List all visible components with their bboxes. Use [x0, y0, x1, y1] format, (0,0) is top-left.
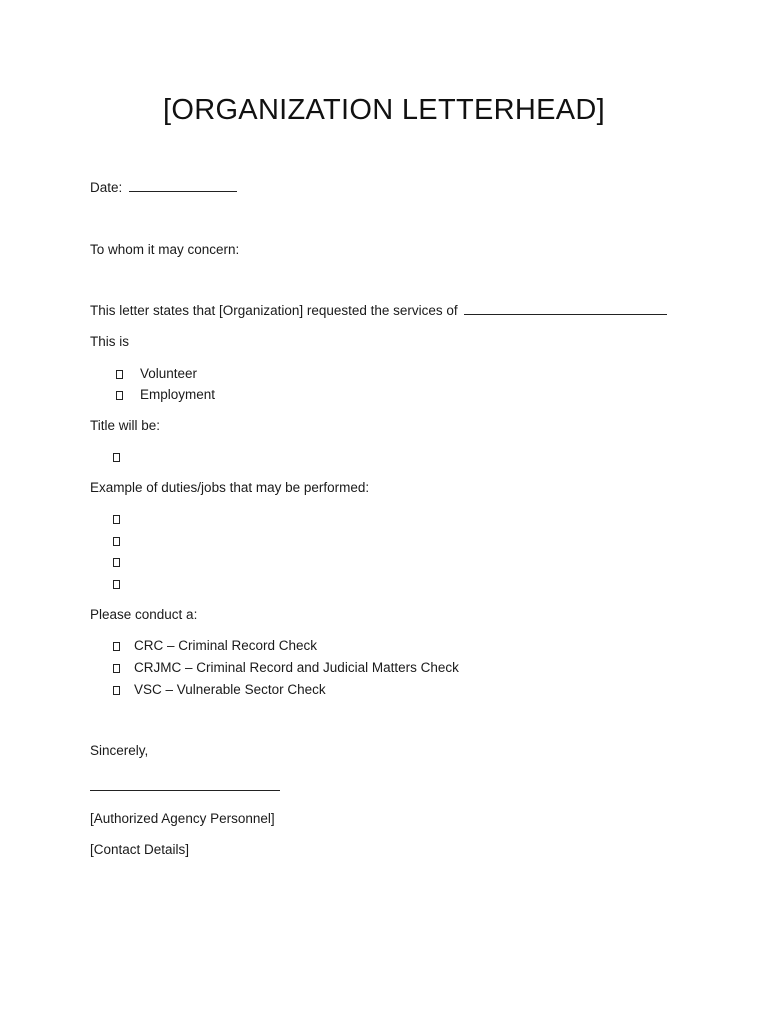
- duty-item[interactable]: [113, 510, 134, 528]
- check-crc[interactable]: [113, 637, 317, 655]
- checkbox-icon[interactable]: [113, 642, 120, 651]
- duties-label: Example of duties/jobs that may be performed:: [90, 480, 370, 495]
- option-employment[interactable]: [116, 386, 215, 404]
- checkbox-icon[interactable]: [113, 558, 120, 567]
- letterhead-title: [ORGANIZATION LETTERHEAD]: [162, 94, 605, 126]
- check-label: VSC – Vulnerable Sector Check: [134, 682, 326, 697]
- checkbox-icon[interactable]: [113, 537, 120, 546]
- check-label: CRC – Criminal Record Check: [134, 638, 318, 653]
- checkbox-icon[interactable]: [113, 686, 120, 695]
- option-label: Employment: [140, 387, 216, 402]
- salutation: To whom it may concern:: [90, 242, 240, 257]
- duty-item[interactable]: [113, 575, 134, 593]
- this-is-label: This is: [90, 334, 130, 349]
- duty-item[interactable]: [113, 553, 134, 571]
- checkbox-icon[interactable]: [113, 453, 120, 462]
- services-blank[interactable]: [464, 302, 667, 315]
- checkbox-icon[interactable]: [113, 580, 120, 589]
- checkbox-icon[interactable]: [113, 664, 120, 673]
- checkbox-icon[interactable]: [116, 370, 123, 379]
- date-blank[interactable]: [129, 179, 237, 192]
- request-line: [90, 302, 667, 320]
- checkbox-icon[interactable]: [116, 391, 123, 400]
- date-line: [90, 179, 237, 197]
- checkbox-icon[interactable]: [113, 515, 120, 524]
- signature-line[interactable]: [90, 790, 280, 791]
- title-item[interactable]: [113, 448, 134, 466]
- option-volunteer[interactable]: [116, 365, 197, 383]
- check-crjmc[interactable]: [113, 659, 459, 677]
- option-label: Volunteer: [140, 366, 198, 381]
- date-label: Date:: [90, 180, 123, 195]
- check-label: CRJMC – Criminal Record and Judicial Matters Check: [134, 660, 459, 675]
- conduct-label: Please conduct a:: [90, 607, 198, 622]
- closing: Sincerely,: [90, 743, 149, 758]
- contact-details: [Contact Details]: [90, 842, 190, 857]
- check-vsc[interactable]: [113, 681, 326, 699]
- request-text: This letter states that [Organization] requested the services of: [90, 303, 458, 318]
- personnel: [Authorized Agency Personnel]: [90, 811, 275, 826]
- title-label: Title will be:: [90, 418, 161, 433]
- duty-item[interactable]: [113, 532, 134, 550]
